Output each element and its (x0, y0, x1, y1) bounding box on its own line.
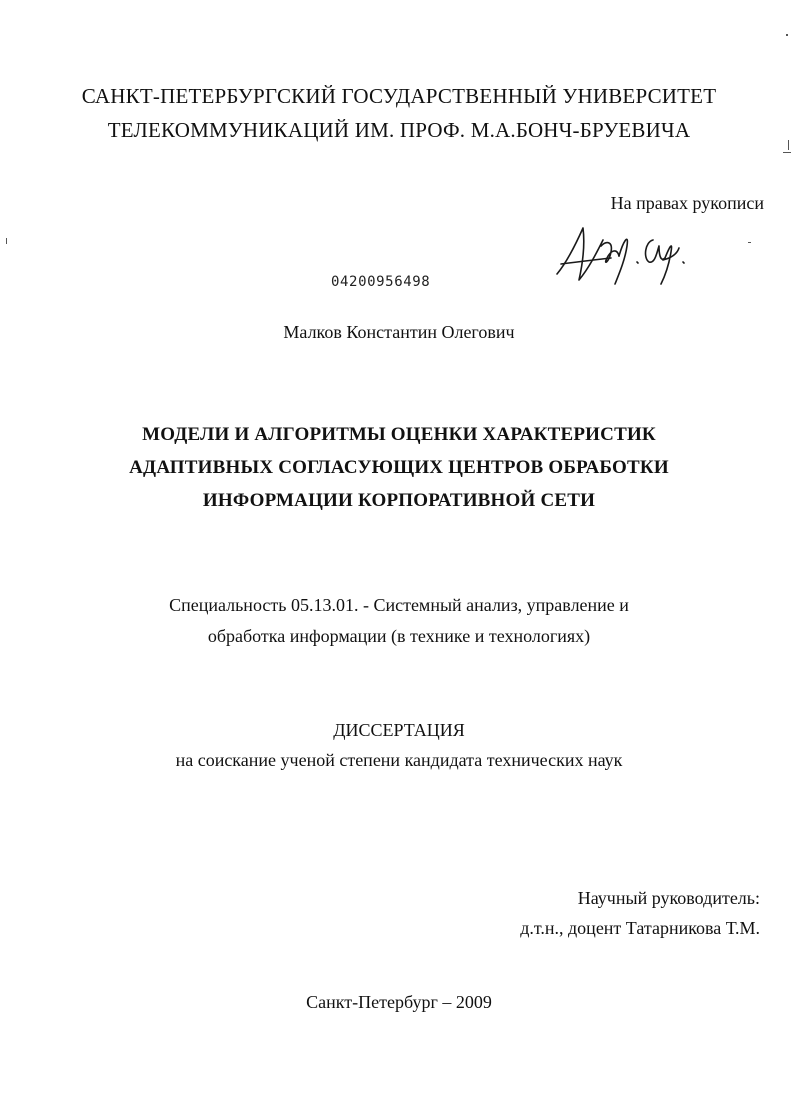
scan-speck-mark (748, 242, 751, 243)
scan-speck-mark (6, 238, 7, 244)
scan-speck-mark (788, 140, 789, 150)
author-name: Малков Константин Олегович (283, 322, 515, 342)
document-type: ДИССЕРТАЦИЯ (333, 720, 465, 740)
scan-speck-mark (786, 34, 788, 36)
signature-icon (553, 222, 703, 288)
library-serial-number: 04200956498 (331, 274, 431, 290)
supervisor-name: д.т.н., доцент Татарникова Т.М. (520, 918, 760, 938)
degree-statement: на соискание ученой степени кандидата технических наук (175, 750, 623, 770)
university-name-line-2: ТЕЛЕКОММУНИКАЦИЙ ИМ. ПРОФ. М.А.БОНЧ-БРУЕВИЧА (107, 118, 691, 142)
university-name-line-1: САНКТ-ПЕТЕРБУРГСКИЙ ГОСУДАРСТВЕННЫЙ УНИВЕРСИТЕТ (81, 84, 717, 108)
thesis-title-line-2: АДАПТИВНЫХ СОГЛАСУЮЩИХ ЦЕНТРОВ ОБРАБОТКИ (129, 457, 669, 478)
thesis-title-line-3: ИНФОРМАЦИИ КОРПОРАТИВНОЙ СЕТИ (202, 490, 596, 511)
thesis-title-line-1: МОДЕЛИ И АЛГОРИТМЫ ОЦЕНКИ ХАРАКТЕРИСТИК (142, 424, 656, 445)
specialty-line-1: Специальность 05.13.01. - Системный анализ, управление и (169, 595, 629, 615)
city-and-year: Санкт-Петербург – 2009 (306, 992, 492, 1012)
manuscript-rights-note: На правах рукописи (610, 193, 764, 213)
specialty-line-2: обработка информации (в технике и технологиях) (207, 626, 591, 646)
scan-speck-mark (783, 152, 791, 153)
supervisor-label: Научный руководитель: (577, 888, 760, 908)
